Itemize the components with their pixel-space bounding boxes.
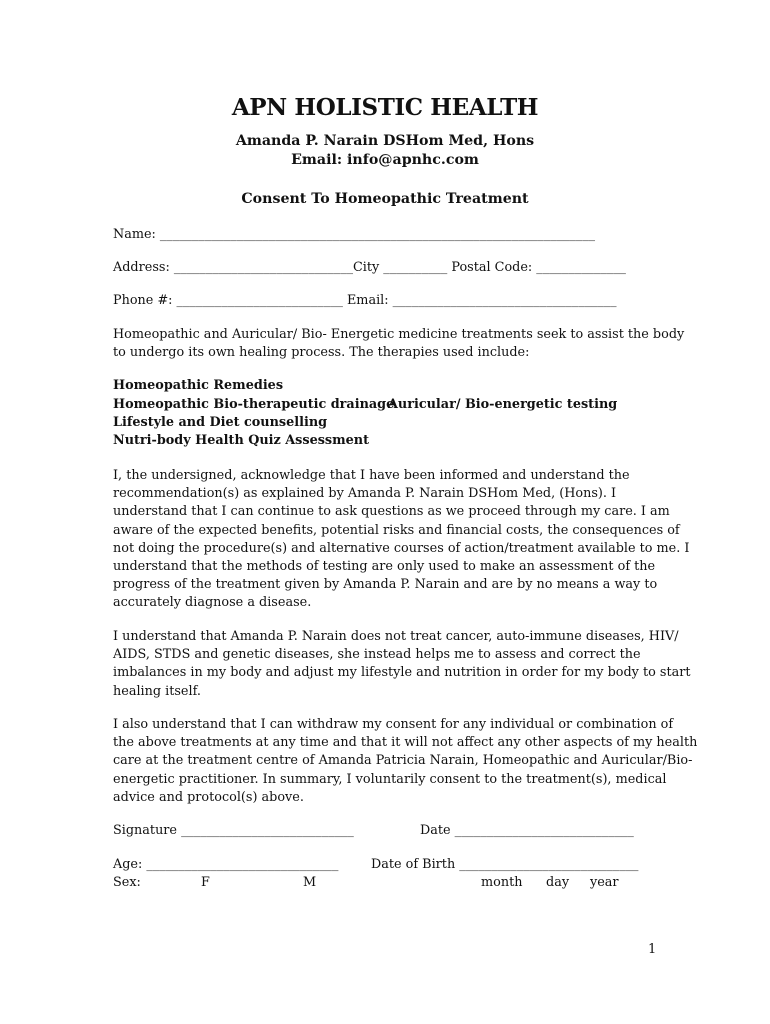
phone-email-field[interactable]: Phone #: __________________________ Email: ___________________________________	[113, 293, 617, 308]
therapy-nutribody: Nutri-body Health Quiz Assessment	[113, 433, 370, 448]
contact-email: Email: info@apnhc.com	[291, 152, 479, 168]
text-line: understand that I can continue to ask questions as we proceed through my care. I am	[113, 504, 670, 520]
text-line: understand that the methods of testing are only used to make an assessment of the	[113, 559, 656, 575]
text-line: Homeopathic and Auricular/ Bio- Energetic medicine treatments seek to assist the body	[113, 327, 685, 342]
name-field[interactable]: Name: ____________________________________________________________________	[113, 227, 596, 242]
text-line: progress of the treatment given by Amanda P. Narain and are by no means a way to	[113, 577, 658, 593]
therapy-remedies: Homeopathic Remedies	[113, 378, 284, 393]
therapy-lifestyle: Lifestyle and Diet counselling	[113, 415, 328, 430]
acknowledgement-paragraph	[113, 467, 690, 613]
dob-day-label: day	[546, 875, 570, 890]
form-title: Consent To Homeopathic Treatment	[241, 191, 529, 207]
text-line: I also understand that I can withdraw my consent for any individual or combination of	[113, 717, 674, 732]
document-title: APN HOLISTIC HEALTH	[231, 94, 539, 121]
text-line: energetic practitioner. In summary, I voluntarily consent to the treatment(s), medical	[113, 771, 667, 787]
text-line: I, the undersigned, acknowledge that I have been informed and understand the	[113, 468, 630, 483]
withdrawal-paragraph	[113, 716, 698, 807]
age-field[interactable]: Age: ______________________________	[113, 857, 339, 872]
date-of-birth-field[interactable]: Date of Birth ____________________________	[371, 857, 639, 872]
text-line: care at the treatment centre of Amanda Patricia Narain, Homeopathic and Auricular/Bio-	[113, 753, 693, 769]
dob-month-label: month	[481, 875, 523, 890]
dob-year-label: year	[590, 875, 619, 890]
sex-label: Sex:	[113, 875, 141, 890]
text-line: I understand that Amanda P. Narain does not treat cancer, auto-immune diseases, HIV/	[113, 629, 679, 644]
text-line: not doing the procedure(s) and alternative courses of action/treatment available to me. I	[113, 540, 690, 556]
text-line: accurately diagnose a disease.	[113, 595, 312, 611]
text-line: imbalances in my body and adjust my lifestyle and nutrition in order for my body to start	[113, 665, 691, 681]
text-line: AIDS, STDS and genetic diseases, she instead helps me to assess and correct the	[113, 647, 641, 663]
sex-option-female[interactable]: F	[201, 875, 210, 890]
text-line: the above treatments at any time and that it will not affect any other aspects of my health	[113, 735, 698, 751]
therapy-drainage: Homeopathic Bio-therapeutic drainage	[113, 397, 395, 412]
text-line: aware of the expected benefits, potential risks and financial costs, the consequences of	[113, 522, 680, 538]
page-number: 1	[648, 942, 657, 957]
address-field[interactable]: Address: ____________________________City __________ Postal Code: ______________	[113, 260, 626, 275]
text-line: healing itself.	[113, 683, 201, 699]
practitioner-name: Amanda P. Narain DSHom Med, Hons	[235, 133, 535, 149]
sex-option-male[interactable]: M	[303, 875, 317, 890]
date-field[interactable]: Date ____________________________	[420, 823, 634, 838]
signature-field[interactable]: Signature ___________________________	[113, 823, 354, 838]
therapy-auricular: Auricular/ Bio-energetic testing	[388, 397, 618, 412]
text-line: advice and protocol(s) above.	[113, 789, 304, 805]
text-line: recommendation(s) as explained by Amanda P. Narain DSHom Med, (Hons). I	[113, 486, 617, 502]
text-line: to undergo its own healing process. The therapies used include:	[113, 345, 530, 361]
limitations-paragraph	[113, 628, 691, 701]
intro-paragraph	[113, 326, 685, 362]
